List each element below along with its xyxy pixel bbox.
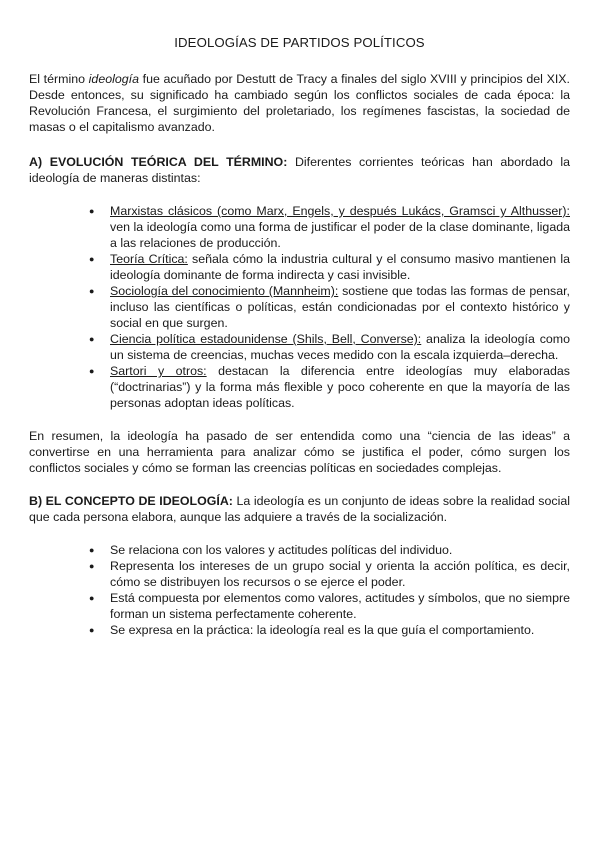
list-item-label: Sartori y otros: — [110, 364, 207, 378]
bullet-icon: ● — [89, 593, 95, 603]
intro-text-after: fue acuñado por Destutt de Tracy a finales del siglo XVIII y principios del XIX. Desde entonces, su significado ha cambiado según los conflictos sociales de cada época: la Revolución Francesa, el surgimiento del proletariado, los regímenes fascistas, la sociedad de masas o el capitalismo avanzado. — [29, 72, 570, 134]
page-title: IDEOLOGÍAS DE PARTIDOS POLÍTICOS — [174, 35, 425, 50]
list-item-text: Está compuesta por elementos como valores, actitudes y símbolos, que no siempre forman un sistema perfectamente coherente. — [110, 591, 570, 621]
list-item-text: señala cómo la industria cultural y el consumo masivo mantienen la ideología dominante de forma indirecta y casi invisible. — [110, 252, 570, 282]
bullet-icon: ● — [89, 286, 95, 296]
list-item-text: analiza la ideología como un sistema de creencias, muchas veces medido con la escala izquierda–derecha. — [110, 332, 570, 362]
list-item-label: Teoría Crítica: — [110, 252, 188, 266]
list-item-label: Marxistas clásicos (como Marx, Engels, y después Lukács, Gramsci y Althusser): — [110, 204, 570, 218]
list-item — [89, 558, 570, 590]
section-a-intro — [29, 154, 570, 186]
list-item-text: Se expresa en la práctica: la ideología real es la que guía el comportamiento. — [110, 623, 535, 637]
list-item-text: Representa los intereses de un grupo social y orienta la acción política, es decir, cómo se distribuyen los recursos o se ejerce el poder. — [110, 559, 570, 589]
summary-paragraph: En resumen, la ideología ha pasado de ser entendida como una “ciencia de las ideas” a convertirse en una herramienta para analizar cómo se justifica el poder, cómo surgen los conflictos sociales y cómo se forman las creencias políticas en sociedades complejas. — [29, 429, 570, 475]
intro-paragraph — [29, 71, 570, 135]
list-item — [89, 363, 570, 411]
section-a-list — [29, 203, 570, 411]
list-item-label: Ciencia política estadounidense (Shils, Bell, Converse): — [110, 332, 422, 346]
section-b-text: La ideología es un conjunto de ideas sobre la realidad social que cada persona elabora, aunque las adquiere a través de la socialización. — [29, 494, 570, 524]
section-b-intro — [29, 493, 570, 525]
list-item — [89, 590, 570, 622]
bullet-icon: ● — [89, 625, 95, 635]
list-item — [89, 622, 570, 638]
section-a-text: Diferentes corrientes teóricas han abordado la ideología de maneras distintas: — [29, 155, 570, 185]
intro-text-before: El término — [29, 72, 89, 86]
bullet-icon: ● — [89, 366, 95, 376]
bullet-icon: ● — [89, 334, 95, 344]
bullet-icon: ● — [89, 206, 95, 216]
list-item — [89, 331, 570, 363]
bullet-icon: ● — [89, 545, 95, 555]
list-item — [89, 251, 570, 283]
section-b-heading: B) EL CONCEPTO DE IDEOLOGÍA: — [29, 494, 233, 508]
list-item-text: Se relaciona con los valores y actitudes políticas del individuo. — [110, 543, 453, 557]
intro-term: ideología — [88, 72, 139, 86]
list-item — [89, 542, 570, 558]
bullet-icon: ● — [89, 561, 95, 571]
list-item-text: sostiene que todas las formas de pensar, incluso las científicas o políticas, están condicionadas por el contexto histórico y social en que surgen. — [110, 284, 571, 330]
section-b-list — [29, 542, 570, 638]
list-item — [89, 283, 571, 331]
list-item-text: destacan la diferencia entre ideologías muy elaboradas (“doctrinarias”) y la forma más flexible y poco coherente en que la mayoría de las personas adoptan ideas políticas. — [110, 364, 570, 410]
bullet-icon: ● — [89, 254, 95, 264]
list-item-text: ven la ideología como una forma de justificar el poder de la clase dominante, ligada a las relaciones de producción. — [110, 220, 570, 250]
list-item-label: Sociología del conocimiento (Mannheim): — [110, 284, 339, 298]
list-item — [89, 203, 570, 251]
section-a-heading: A) EVOLUCIÓN TEÓRICA DEL TÉRMINO: — [29, 155, 288, 169]
